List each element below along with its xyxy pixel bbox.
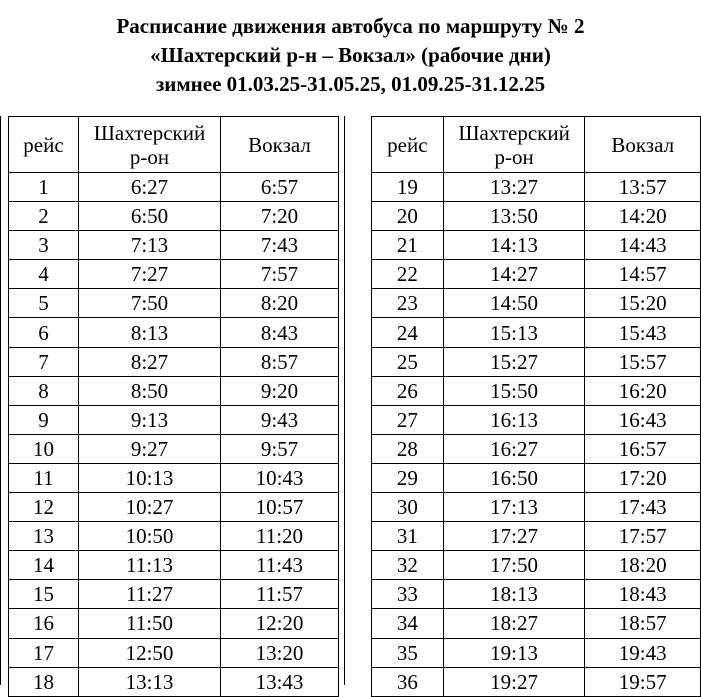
table-row bbox=[372, 405, 701, 434]
cell-departure-shakhtersky: 18:27 bbox=[443, 609, 585, 638]
table-row bbox=[372, 667, 701, 696]
table-row bbox=[372, 463, 701, 492]
cell-arrival-vokzal: 15:20 bbox=[585, 289, 701, 318]
cell-arrival-vokzal: 16:20 bbox=[585, 376, 701, 405]
table-row bbox=[9, 551, 339, 580]
cell-departure-shakhtersky: 17:13 bbox=[443, 493, 585, 522]
table-row bbox=[372, 173, 701, 202]
cell-arrival-vokzal: 10:43 bbox=[221, 463, 339, 492]
table-row bbox=[9, 493, 339, 522]
cell-departure-shakhtersky: 7:50 bbox=[79, 289, 221, 318]
cell-trip: 21 bbox=[372, 231, 444, 260]
header-from bbox=[79, 117, 221, 173]
cell-trip: 29 bbox=[372, 463, 444, 492]
cell-trip: 30 bbox=[372, 493, 444, 522]
table-row bbox=[9, 173, 339, 202]
table-row bbox=[9, 580, 339, 609]
cell-departure-shakhtersky: 14:50 bbox=[443, 289, 585, 318]
header-from-line-1: Шахтерский bbox=[93, 120, 206, 145]
cell-trip: 18 bbox=[9, 667, 79, 696]
cell-departure-shakhtersky: 9:13 bbox=[79, 405, 221, 434]
cell-trip: 16 bbox=[9, 609, 79, 638]
cell-departure-shakhtersky: 12:50 bbox=[79, 638, 221, 667]
cell-trip: 9 bbox=[9, 405, 79, 434]
page-edge-line bbox=[0, 116, 1, 685]
cell-departure-shakhtersky: 14:13 bbox=[443, 231, 585, 260]
table-row bbox=[9, 522, 339, 551]
cell-departure-shakhtersky: 18:13 bbox=[443, 580, 585, 609]
header-to: Вокзал bbox=[221, 117, 339, 173]
cell-arrival-vokzal: 10:57 bbox=[221, 493, 339, 522]
cell-departure-shakhtersky: 7:27 bbox=[79, 260, 221, 289]
title-line-3: зимнее 01.03.25-31.05.25, 01.09.25-31.12.25 bbox=[155, 72, 546, 96]
table-row bbox=[372, 522, 701, 551]
table-row bbox=[9, 231, 339, 260]
table-row bbox=[9, 289, 339, 318]
cell-arrival-vokzal: 15:43 bbox=[585, 318, 701, 347]
cell-trip: 34 bbox=[372, 609, 444, 638]
cell-arrival-vokzal: 8:20 bbox=[221, 289, 339, 318]
cell-departure-shakhtersky: 8:13 bbox=[79, 318, 221, 347]
cell-trip: 15 bbox=[9, 580, 79, 609]
cell-departure-shakhtersky: 16:50 bbox=[443, 463, 585, 492]
cell-departure-shakhtersky: 16:13 bbox=[443, 405, 585, 434]
table-row bbox=[372, 580, 701, 609]
cell-departure-shakhtersky: 10:13 bbox=[79, 463, 221, 492]
cell-arrival-vokzal: 18:57 bbox=[585, 609, 701, 638]
cell-trip: 33 bbox=[372, 580, 444, 609]
cell-arrival-vokzal: 9:20 bbox=[221, 376, 339, 405]
cell-arrival-vokzal: 13:57 bbox=[585, 173, 701, 202]
table-row bbox=[9, 376, 339, 405]
header-from-line-1: Шахтерский bbox=[458, 120, 570, 145]
cell-arrival-vokzal: 16:57 bbox=[585, 434, 701, 463]
cell-departure-shakhtersky: 10:27 bbox=[79, 493, 221, 522]
cell-departure-shakhtersky: 6:50 bbox=[79, 202, 221, 231]
cell-arrival-vokzal: 16:43 bbox=[585, 405, 701, 434]
table-row bbox=[372, 318, 701, 347]
cell-trip: 35 bbox=[372, 638, 444, 667]
table-row bbox=[9, 638, 339, 667]
cell-arrival-vokzal: 6:57 bbox=[221, 173, 339, 202]
table-row bbox=[372, 609, 701, 638]
cell-trip: 19 bbox=[372, 173, 444, 202]
table-row bbox=[9, 405, 339, 434]
cell-departure-shakhtersky: 19:13 bbox=[443, 638, 585, 667]
title-line-1: Расписание движения автобуса по маршруту № 2 bbox=[116, 14, 585, 38]
cell-trip: 20 bbox=[372, 202, 444, 231]
cell-arrival-vokzal: 11:43 bbox=[221, 551, 339, 580]
cell-arrival-vokzal: 11:20 bbox=[221, 522, 339, 551]
cell-departure-shakhtersky: 15:13 bbox=[443, 318, 585, 347]
column-gap-line bbox=[344, 116, 345, 685]
cell-departure-shakhtersky: 8:50 bbox=[79, 376, 221, 405]
table-row bbox=[9, 609, 339, 638]
table-row bbox=[372, 231, 701, 260]
cell-arrival-vokzal: 11:57 bbox=[221, 580, 339, 609]
cell-departure-shakhtersky: 13:13 bbox=[79, 667, 221, 696]
table-row bbox=[372, 260, 701, 289]
table-row bbox=[9, 667, 339, 696]
cell-departure-shakhtersky: 11:13 bbox=[79, 551, 221, 580]
cell-trip: 17 bbox=[9, 638, 79, 667]
cell-departure-shakhtersky: 11:50 bbox=[79, 609, 221, 638]
cell-arrival-vokzal: 14:20 bbox=[585, 202, 701, 231]
header-from-line-2: р-он bbox=[494, 144, 534, 169]
cell-arrival-vokzal: 18:20 bbox=[585, 551, 701, 580]
cell-arrival-vokzal: 19:57 bbox=[585, 667, 701, 696]
table-row bbox=[372, 434, 701, 463]
cell-departure-shakhtersky: 16:27 bbox=[443, 434, 585, 463]
cell-trip: 22 bbox=[372, 260, 444, 289]
cell-arrival-vokzal: 19:43 bbox=[585, 638, 701, 667]
schedule-title bbox=[0, 12, 701, 99]
cell-departure-shakhtersky: 15:27 bbox=[443, 347, 585, 376]
cell-departure-shakhtersky: 13:50 bbox=[443, 202, 585, 231]
cell-arrival-vokzal: 12:20 bbox=[221, 609, 339, 638]
cell-trip: 6 bbox=[9, 318, 79, 347]
table-row bbox=[9, 260, 339, 289]
table-row bbox=[372, 638, 701, 667]
cell-trip: 31 bbox=[372, 522, 444, 551]
cell-departure-shakhtersky: 9:27 bbox=[79, 434, 221, 463]
cell-arrival-vokzal: 7:43 bbox=[221, 231, 339, 260]
cell-trip: 10 bbox=[9, 434, 79, 463]
cell-trip: 25 bbox=[372, 347, 444, 376]
cell-trip: 4 bbox=[9, 260, 79, 289]
cell-departure-shakhtersky: 19:27 bbox=[443, 667, 585, 696]
cell-arrival-vokzal: 17:20 bbox=[585, 463, 701, 492]
table-row bbox=[9, 202, 339, 231]
cell-trip: 13 bbox=[9, 522, 79, 551]
cell-departure-shakhtersky: 7:13 bbox=[79, 231, 221, 260]
table-row bbox=[372, 551, 701, 580]
table-row bbox=[9, 347, 339, 376]
cell-arrival-vokzal: 9:57 bbox=[221, 434, 339, 463]
table-header-row bbox=[9, 117, 339, 173]
cell-departure-shakhtersky: 14:27 bbox=[443, 260, 585, 289]
cell-trip: 8 bbox=[9, 376, 79, 405]
title-line-2: «Шахтерский р-н – Вокзал» (рабочие дни) bbox=[150, 43, 551, 67]
table-row bbox=[9, 463, 339, 492]
cell-arrival-vokzal: 13:43 bbox=[221, 667, 339, 696]
table-row bbox=[372, 347, 701, 376]
cell-departure-shakhtersky: 17:27 bbox=[443, 522, 585, 551]
header-to: Вокзал bbox=[585, 117, 701, 173]
cell-trip: 7 bbox=[9, 347, 79, 376]
cell-trip: 24 bbox=[372, 318, 444, 347]
table-header-row bbox=[372, 117, 701, 173]
table-row bbox=[372, 376, 701, 405]
cell-trip: 32 bbox=[372, 551, 444, 580]
cell-trip: 28 bbox=[372, 434, 444, 463]
cell-arrival-vokzal: 7:57 bbox=[221, 260, 339, 289]
schedule-table-right bbox=[371, 116, 701, 697]
table-row bbox=[9, 318, 339, 347]
cell-arrival-vokzal: 18:43 bbox=[585, 580, 701, 609]
cell-arrival-vokzal: 8:57 bbox=[221, 347, 339, 376]
cell-trip: 23 bbox=[372, 289, 444, 318]
cell-arrival-vokzal: 17:57 bbox=[585, 522, 701, 551]
cell-departure-shakhtersky: 6:27 bbox=[79, 173, 221, 202]
cell-departure-shakhtersky: 11:27 bbox=[79, 580, 221, 609]
cell-trip: 3 bbox=[9, 231, 79, 260]
cell-departure-shakhtersky: 15:50 bbox=[443, 376, 585, 405]
table-row bbox=[372, 202, 701, 231]
cell-trip: 12 bbox=[9, 493, 79, 522]
cell-trip: 1 bbox=[9, 173, 79, 202]
table-row bbox=[372, 289, 701, 318]
cell-trip: 36 bbox=[372, 667, 444, 696]
header-from bbox=[443, 117, 585, 173]
cell-arrival-vokzal: 7:20 bbox=[221, 202, 339, 231]
cell-arrival-vokzal: 9:43 bbox=[221, 405, 339, 434]
cell-departure-shakhtersky: 13:27 bbox=[443, 173, 585, 202]
cell-arrival-vokzal: 8:43 bbox=[221, 318, 339, 347]
header-trip: рейс bbox=[372, 117, 444, 173]
cell-departure-shakhtersky: 17:50 bbox=[443, 551, 585, 580]
cell-trip: 26 bbox=[372, 376, 444, 405]
cell-trip: 11 bbox=[9, 463, 79, 492]
table-row bbox=[372, 493, 701, 522]
header-trip: рейс bbox=[9, 117, 79, 173]
cell-departure-shakhtersky: 8:27 bbox=[79, 347, 221, 376]
cell-arrival-vokzal: 14:43 bbox=[585, 231, 701, 260]
header-from-line-2: р-он bbox=[129, 144, 170, 169]
cell-trip: 2 bbox=[9, 202, 79, 231]
cell-trip: 27 bbox=[372, 405, 444, 434]
cell-arrival-vokzal: 17:43 bbox=[585, 493, 701, 522]
table-row bbox=[9, 434, 339, 463]
cell-arrival-vokzal: 15:57 bbox=[585, 347, 701, 376]
cell-arrival-vokzal: 13:20 bbox=[221, 638, 339, 667]
cell-trip: 14 bbox=[9, 551, 79, 580]
schedule-table-left bbox=[8, 116, 339, 697]
cell-departure-shakhtersky: 10:50 bbox=[79, 522, 221, 551]
cell-arrival-vokzal: 14:57 bbox=[585, 260, 701, 289]
cell-trip: 5 bbox=[9, 289, 79, 318]
